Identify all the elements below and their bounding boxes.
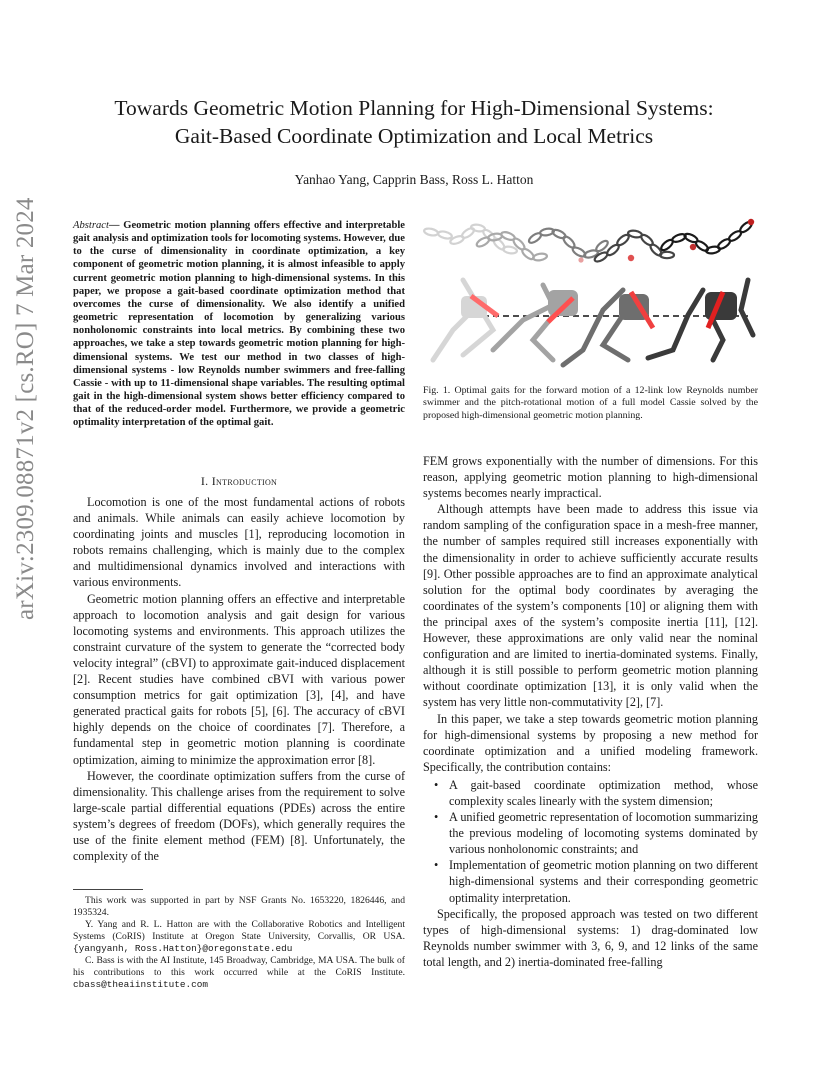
footnote: This work was supported in part by NSF Grants No. 1653220, 1826446, and 1935324.: [73, 895, 405, 918]
figure-1: [423, 210, 758, 370]
arxiv-identifier: arXiv:2309.08871v2 [cs.RO] 7 Mar 2024: [12, 197, 39, 620]
paper-title: [60, 94, 768, 150]
swimmer-chain-1: [423, 220, 753, 263]
paragraph: Geometric motion planning offers an effective and interpretable approach to locomotion analysis and gait design for various locomoting systems and environments. This approach utilizes the constraint curvature of the system to generate the “corrected body velocity integral” (cBVI) to approximate gait-induced displacement [2]. Recent studies have combined cBVI with various power consumption metrics for gait optimization [3], [4], and have generated practical gaits for robots [5], [6]. The accuracy of cBVI highly depends on the choice of coordinates [7]. Therefore, a fundamental step in geometric motion planning is coordinate optimization, aiming to minimize the approximation error [8].: [73, 591, 405, 767]
footnotes: [73, 895, 405, 991]
footnote-text: C. Bass is with the AI Institute, 145 Broadway, Cambridge, MA USA. The bulk of his contributions to this work occurred while at the CoRIS Institute.: [73, 955, 405, 978]
author-list: Yanhao Yang, Capprin Bass, Ross L. Hatton: [294, 172, 534, 187]
paragraph: However, the coordinate optimization suffers from the curse of dimensionality. This challenge arises from the requirement to solve large-scale partial differential equations (PDEs) across the entire system’s degrees of freedom (DOFs), which generally requires the use of the finite element method (FEM) [8]. Unfortunately, the complexity of the: [73, 768, 405, 864]
figure-1-graphic: [423, 210, 758, 370]
list-item: • A unified geometric representation of locomotion summarizing the previous modeling of locomoting systems dominated by various nonholonomic constraints; and: [449, 809, 758, 857]
abstract-label: Abstract: [73, 220, 109, 231]
right-column-body: [423, 453, 758, 970]
footnote-rule: [73, 889, 143, 890]
paragraph: Although attempts have been made to address this issue via random sampling of the configuration space in a mesh-free manner, the number of samples required still increases exponentially with the dimensionality in order to achieve sufficiently accurate results [9]. Other possible approaches are to find an approximate analytical solution for the optimal body coordinates by averaging the coordinates of the system’s components [10] or aligning them with the principal axes of the system’s composite inertia [11], [12]. However, these approximations are only valid near the nominal configuration and are limited to inertia-dominated systems. Finally, although it is still possible to perform geometric motion planning without coordinate optimization [13], it is only valid when the system has very little non-commutativity [2], [7].: [423, 502, 758, 710]
swimmer-head-marker: [628, 255, 634, 261]
list-item: • Implementation of geometric motion planning on two different high-dimensional systems and their corresponding geometric optimality interpretation.: [449, 857, 758, 905]
left-column-body: [73, 494, 405, 864]
section-number: I.: [200, 474, 209, 488]
contribution-list: [423, 777, 758, 906]
cassie-robot: [433, 280, 753, 365]
title-line-2: Gait-Based Coordinate Optimization and Local Metrics: [174, 124, 654, 148]
email-link[interactable]: {yangyanh, Ross.Hatton}@oregonstate.edu: [73, 943, 293, 954]
footnote: [73, 919, 405, 955]
section-title: Introduction: [211, 474, 278, 488]
swimmer-head-marker: [748, 219, 754, 225]
footnote: [73, 955, 405, 991]
figure-caption: Fig. 1. Optimal gaits for the forward motion of a 12-link low Reynolds number swimmer and the pitch-rotational motion of a full model Cassie solved by the proposed high-dimensional geometric motion planning.: [423, 385, 758, 421]
abstract-text: — Geometric motion planning offers effective and interpretable gait analysis and optimization tools for locomoting systems. However, due to the curse of dimensionality in coordinate optimization, a key component of geometric motion planning, it is almost infeasible to apply current geometric motion planning to high-dimensional systems. In this paper, we propose a gait-based coordinate optimization method that overcomes the curse of dimensionality. We also identify a unified geometric representation of locomotion by generalizing various nonholonomic constraints into local metrics. By combining these two approaches, we take a step towards geometric motion planning for high-dimensional systems. We test our method in two classes of high-dimensional systems - low Reynolds number swimmers and free-falling Cassie - with up to 11-dimensional shape variables. The resulting optimal gait in the high-dimensional system shows better efficiency compared to that of the reduced-order model. Furthermore, we provide a geometric optimality interpretation of the optimal gait.: [73, 220, 405, 429]
section-heading: [73, 474, 405, 489]
list-item: • A gait-based coordinate optimization method, whose complexity scales linearly with the system dimension;: [449, 777, 758, 809]
paragraph: Locomotion is one of the most fundamental actions of robots and animals. While animals can easily achieve locomotion by coordinating joints and muscles [1], reproducing locomotion in robots remains challenging, which is mainly due to the complex and multidimensional dynamics involved and interactions with various environments.: [73, 495, 405, 590]
paragraph: FEM grows exponentially with the number of dimensions. For this reason, applying geometric motion planning to high-dimensional systems becomes nearly impractical.: [423, 454, 758, 501]
email-link[interactable]: cbass@theaiinstitute.com: [73, 979, 209, 990]
abstract: [73, 219, 405, 430]
title-line-1: Towards Geometric Motion Planning for High-Dimensional Systems:: [114, 96, 714, 120]
footnote-text: Y. Yang and R. L. Hatton are with the Collaborative Robotics and Intelligent Systems (CoRIS) Institute at Oregon State University, Corvallis, OR USA.: [73, 919, 405, 942]
swimmer-head-marker: [690, 244, 696, 250]
paragraph: Specifically, the proposed approach was tested on two different types of high-dimensional systems: 1) drag-dominated low Reynolds number swimmer with 3, 6, 9, and 12 links of the same total length, and 2) inertia-dominated free-falling: [423, 906, 758, 969]
paragraph: In this paper, we take a step towards geometric motion planning for high-dimensional systems by proposing a new method for coordinate optimization and a unified modeling framework. Specifically, the contribution contains:: [423, 711, 758, 774]
swimmer-head-marker: [578, 257, 583, 262]
